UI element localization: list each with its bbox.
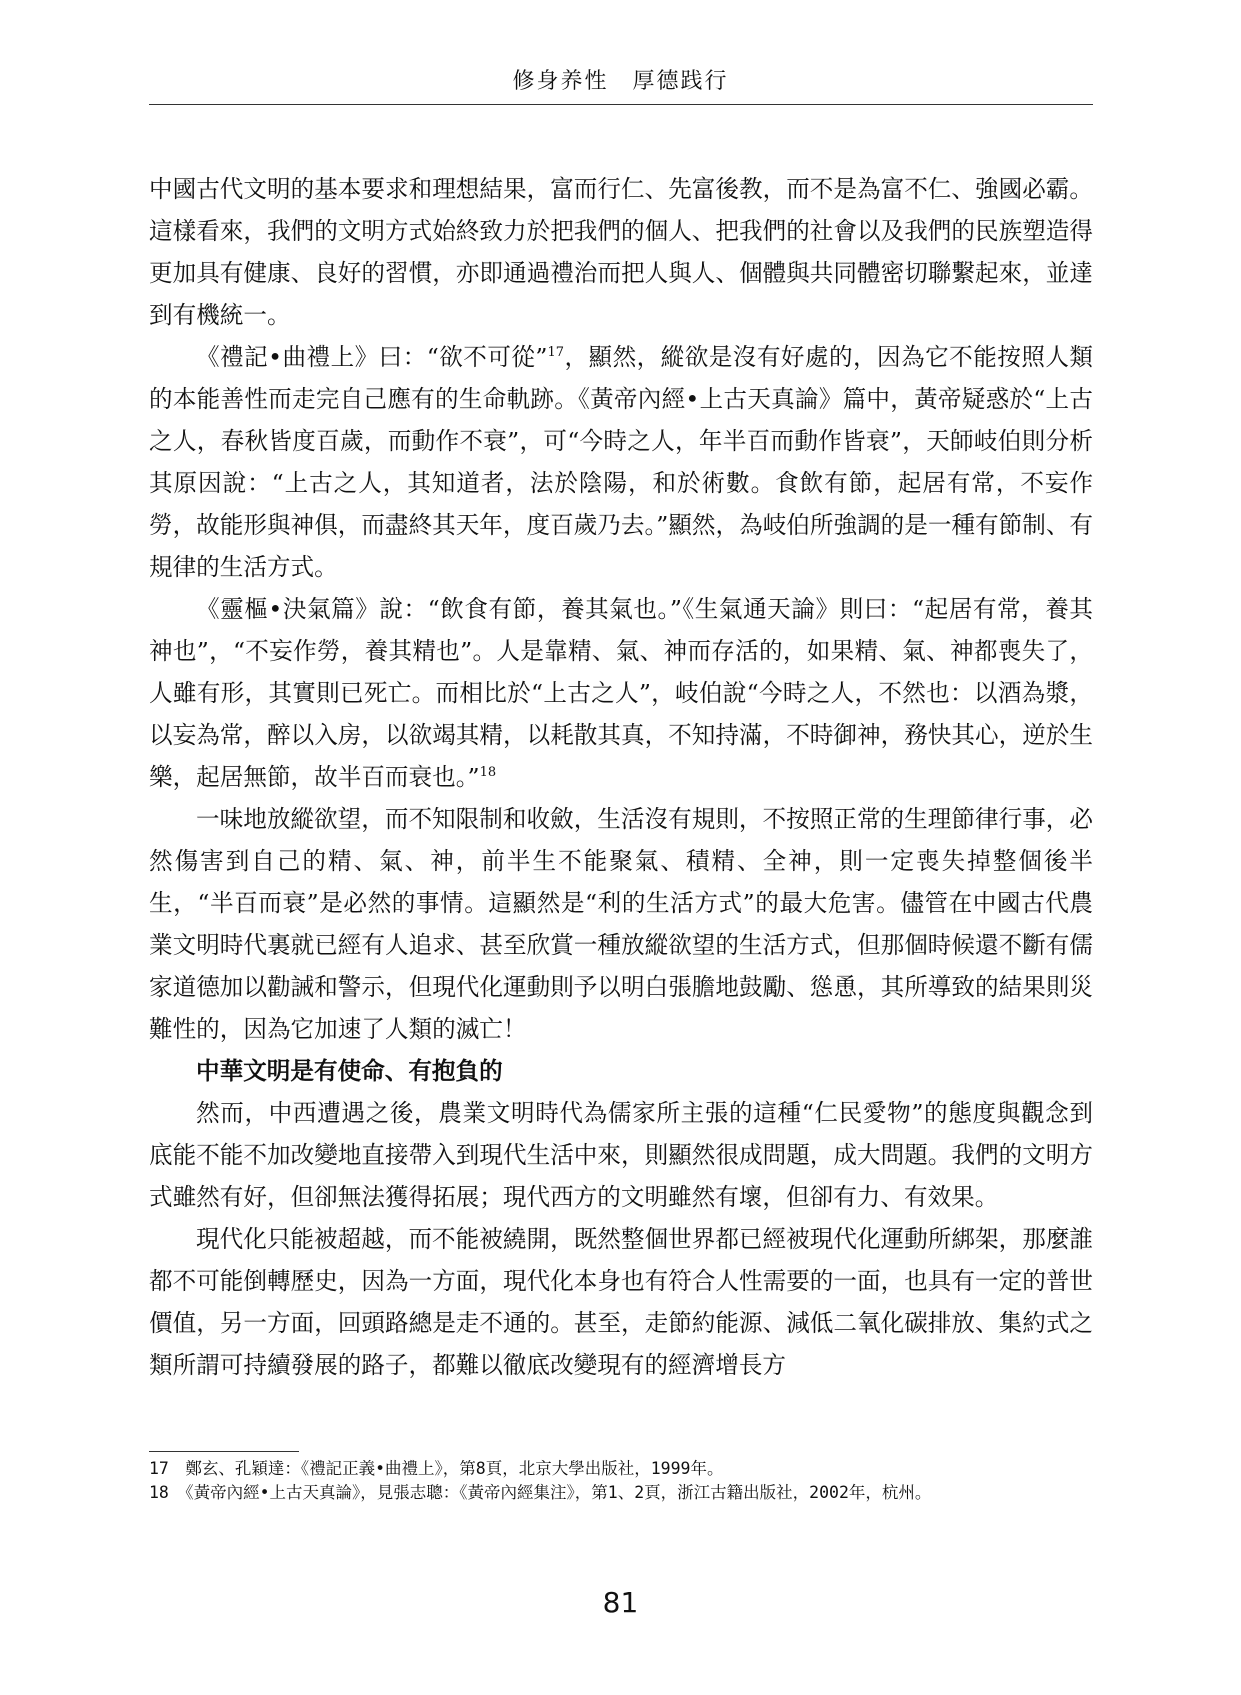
paragraph bbox=[149, 588, 1093, 798]
header-rule bbox=[149, 104, 1093, 105]
footnote-ref: 18 bbox=[479, 765, 497, 781]
page-number: 81 bbox=[602, 1586, 639, 1619]
paragraph-text: 《靈樞•決氣篇》說：“飲食有節，養其氣也。”《生氣通天論》則曰：“起居有常，養其神也”，“不妄作勞，養其精也”。人是靠精、氣、神而存活的，如果精、氣、神都喪失了，人雖有形，其實則已死亡。而相比於“上古之人”，岐伯說“今時之人，不然也：以酒為漿，以妄為常，醉以入房，以欲竭其精，以耗散其真，不知持滿，不時御神，務快其心，逆於生樂，起居無節，故半百而衰也。” bbox=[149, 595, 1093, 791]
paragraph: 中國古代文明的基本要求和理想結果，富而行仁、先富後教，而不是為富不仁、強國必霸。這樣看來，我們的文明方式始終致力於把我們的個人、把我們的社會以及我們的民族塑造得更加具有健康、良好的習慣，亦即通過禮治而把人與人、個體與共同體密切聯繫起來，並達到有機統一。 bbox=[149, 175, 1093, 329]
running-title: 修身养性 厚德践行 bbox=[512, 69, 729, 94]
footnote-rule bbox=[149, 1451, 299, 1452]
paragraph: 一味地放縱欲望，而不知限制和收斂，生活沒有規則，不按照正常的生理節律行事，必然傷害到自己的精、氣、神，前半生不能聚氣、積精、全神，則一定喪失掉整個後半生，“半百而衰”是必然的事情。這顯然是“利的生活方式”的最大危害。儘管在中國古代農業文明時代裏就已經有人追求、甚至欣賞一種放縱欲望的生活方式，但那個時候還不斷有儒家道德加以勸誡和警示，但現代化運動則予以明白張膽地鼓勵、慫恿，其所導致的結果則災難性的，因為它加速了人類的滅亡！ bbox=[149, 805, 1093, 1043]
main-text bbox=[149, 168, 1093, 1386]
footnote-ref: 17 bbox=[547, 345, 565, 361]
footnotes bbox=[149, 1457, 1093, 1505]
paragraph: 然而，中西遭遇之後，農業文明時代為儒家所主張的這種“仁民愛物”的態度與觀念到底能不能不加改變地直接帶入到現代生活中來，則顯然很成問題，成大問題。我們的文明方式雖然有好，但卻無法獲得拓展；現代西方的文明雖然有壞，但卻有力、有效果。 bbox=[149, 1099, 1093, 1211]
paragraph-text: 《禮記•曲禮上》曰：“欲不可從” bbox=[196, 343, 548, 371]
paragraph bbox=[149, 336, 1093, 588]
paragraph: 現代化只能被超越，而不能被繞開，既然整個世界都已經被現代化運動所綁架，那麼誰都不可能倒轉歷史，因為一方面，現代化本身也有符合人性需要的一面，也具有一定的普世價值，另一方面，回頭路總是走不通的。甚至，走節約能源、減低二氧化碳排放、集約式之類所謂可持續發展的路子，都難以徹底改變現有的經濟增長方 bbox=[149, 1225, 1093, 1379]
section-heading: 中華文明是有使命、有抱負的 bbox=[196, 1057, 503, 1085]
footnote: 18 《黃帝內經•上古天真論》，見張志聰：《黃帝內經集注》，第1、2頁，浙江古籍出版社，2002年，杭州。 bbox=[149, 1483, 932, 1502]
footnote: 17 鄭玄、孔穎達：《禮記正義•曲禮上》，第8頁，北京大學出版社，1999年。 bbox=[149, 1459, 724, 1478]
paragraph-text: ，顯然，縱欲是沒有好處的，因為它不能按照人類的本能善性而走完自己應有的生命軌跡。《黃帝內經•上古天真論》篇中，黃帝疑惑於“上古之人，春秋皆度百歲，而動作不衰”，可“今時之人，年半百而動作皆衰”，天師岐伯則分析其原因說：“上古之人，其知道者，法於陰陽，和於術數。食飲有節，起居有常，不妄作勞，故能形與神俱，而盡終其天年，度百歲乃去。”顯然，為岐伯所強調的是一種有節制、有規律的生活方式。 bbox=[149, 343, 1094, 581]
